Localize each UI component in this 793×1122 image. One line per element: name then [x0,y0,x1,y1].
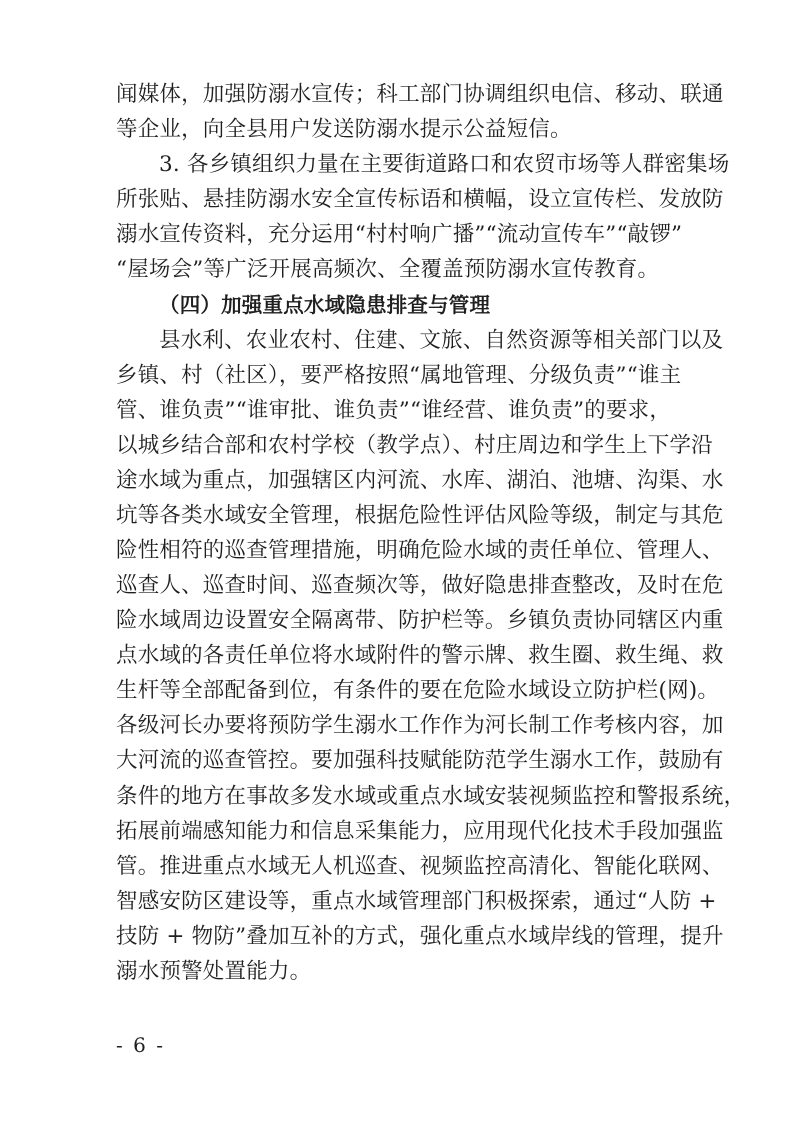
text-line: 溺水预警处置能力。 [116,959,312,984]
text-line: 县水利、农业农村、住建、文旅、自然资源等相关部门以及 [159,328,724,353]
text-line: 管、谁负责”“谁审批、谁负责”“谁经营、谁负责”的要求， [116,398,672,423]
text-line: 大河流的巡查管控。要加强科技赋能防范学生溺水工作，鼓励有 [116,748,724,773]
text-line: 所张贴、悬挂防溺水安全宣传标语和横幅，设立宣传栏、发放防 [116,187,724,212]
text-line: 拓展前端感知能力和信息采集能力，应用现代化技术手段加强监 [116,819,724,844]
text-line: 以城乡结合部和农村学校（教学点）、村庄周边和学生上下学沿 [116,433,713,458]
text-line: 条件的地方在事故多发水域或重点水域安装视频监控和警报系统， [116,784,746,809]
text-line: 点水域的各责任单位将水域附件的警示牌、救生圈、救生绳、救 [116,643,724,668]
text-line: 巡查人、巡查时间、巡查频次等，做好隐患排查整改，及时在危 [116,573,724,598]
text-line: 等企业，向全县用户发送防溺水提示公益短信。 [116,117,572,142]
text-line: 3. 各乡镇组织力量在主要街道路口和农贸市场等人群密集场 [159,152,730,177]
text-line: 溺水宣传资料，充分运用“村村响广播”“流动宣传车”“敲锣” [116,222,683,247]
text-line: 生杆等全部配备到位，有条件的要在危险水域设立防护栏(网)。 [116,678,720,703]
text-line: 管。推进重点水域无人机巡查、视频监控高清化、智能化联网、 [116,854,724,879]
text-line: 险性相符的巡查管理措施，明确危险水域的责任单位、管理人、 [116,538,724,563]
text-line: 各级河长办要将预防学生溺水工作作为河长制工作考核内容，加 [116,713,724,738]
page-number: - 6 - [116,1033,165,1057]
section-heading: （四）加强重点水域隐患排查与管理 [159,293,491,317]
text-line: 途水域为重点，加强辖区内河流、水库、湖泊、池塘、沟渠、水 [116,468,724,493]
text-line: 坑等各类水域安全管理，根据危险性评估风险等级，制定与其危 [116,503,724,528]
text-line: 乡镇、村（社区），要严格按照“属地管理、分级负责”“谁主 [116,363,682,388]
text-line: 闻媒体，加强防溺水宣传；科工部门协调组织电信、移动、联通 [116,82,724,107]
text-line: “屋场会”等广泛开展高频次、全覆盖预防溺水宣传教育。 [116,257,660,282]
text-line: 险水域周边设置安全隔离带、防护栏等。乡镇负责协同辖区内重 [116,608,724,633]
text-line: 智感安防区建设等，重点水域管理部门积极探索，通过“人防 + [116,889,717,914]
text-line: 技防 + 物防”叠加互补的方式，强化重点水域岸线的管理，提升 [116,924,724,949]
